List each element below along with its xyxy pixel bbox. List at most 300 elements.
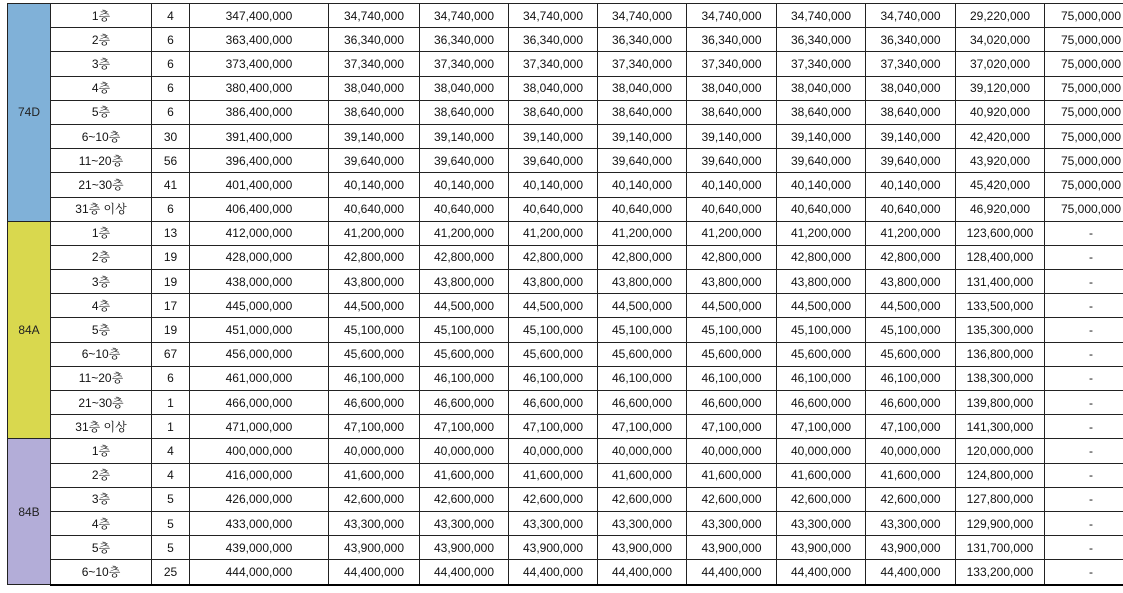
amount-cell: 43,900,000	[687, 536, 777, 560]
amount-cell: 43,300,000	[777, 511, 866, 535]
floor-cell: 1층	[51, 4, 152, 28]
amount-cell: 38,040,000	[329, 76, 420, 100]
amount-cell: 406,400,000	[190, 197, 329, 221]
amount-cell: 123,600,000	[956, 221, 1045, 245]
unit-count-cell: 6	[152, 52, 190, 76]
floor-cell: 11~20층	[51, 366, 152, 390]
price-table	[7, 3, 1123, 586]
amount-cell: 40,640,000	[866, 197, 956, 221]
amount-cell: 439,000,000	[190, 536, 329, 560]
amount-cell: 380,400,000	[190, 76, 329, 100]
price-table-container	[7, 3, 1123, 586]
amount-cell: 47,100,000	[509, 415, 598, 439]
amount-cell: 39,640,000	[687, 149, 777, 173]
amount-cell: 40,140,000	[687, 173, 777, 197]
amount-cell: 37,340,000	[777, 52, 866, 76]
amount-cell: 46,920,000	[956, 197, 1045, 221]
unit-count-cell: 19	[152, 245, 190, 269]
amount-cell: 412,000,000	[190, 221, 329, 245]
amount-cell: 43,900,000	[509, 536, 598, 560]
unit-count-cell: 6	[152, 100, 190, 124]
amount-cell: 34,740,000	[420, 4, 509, 28]
unit-count-cell: 6	[152, 28, 190, 52]
table-row	[8, 28, 1123, 52]
amount-cell: 40,640,000	[509, 197, 598, 221]
unit-count-cell: 56	[152, 149, 190, 173]
amount-cell: 45,600,000	[420, 342, 509, 366]
amount-cell: 42,800,000	[777, 245, 866, 269]
amount-cell: 37,020,000	[956, 52, 1045, 76]
amount-cell: 36,340,000	[687, 28, 777, 52]
table-row	[8, 270, 1123, 294]
unit-count-cell: 6	[152, 197, 190, 221]
table-row	[8, 124, 1123, 148]
amount-cell: 44,500,000	[420, 294, 509, 318]
amount-cell: 135,300,000	[956, 318, 1045, 342]
amount-cell: 438,000,000	[190, 270, 329, 294]
unit-count-cell: 6	[152, 76, 190, 100]
amount-cell: 39,140,000	[598, 124, 687, 148]
amount-cell: 38,640,000	[509, 100, 598, 124]
amount-cell: 41,600,000	[777, 463, 866, 487]
amount-cell: 45,600,000	[598, 342, 687, 366]
amount-cell: 46,600,000	[598, 391, 687, 415]
amount-cell: -	[1045, 391, 1123, 415]
floor-cell: 6~10층	[51, 342, 152, 366]
amount-cell: 42,800,000	[687, 245, 777, 269]
amount-cell: 34,740,000	[777, 4, 866, 28]
amount-cell: 41,200,000	[687, 221, 777, 245]
table-row	[8, 76, 1123, 100]
amount-cell: 391,400,000	[190, 124, 329, 148]
amount-cell: -	[1045, 318, 1123, 342]
amount-cell: 40,000,000	[687, 439, 777, 463]
amount-cell: 45,100,000	[598, 318, 687, 342]
amount-cell: 34,740,000	[509, 4, 598, 28]
floor-cell: 21~30층	[51, 173, 152, 197]
amount-cell: 45,600,000	[329, 342, 420, 366]
amount-cell: 39,140,000	[420, 124, 509, 148]
table-row	[8, 100, 1123, 124]
amount-cell: 42,600,000	[329, 487, 420, 511]
amount-cell: 46,100,000	[420, 366, 509, 390]
amount-cell: 40,640,000	[777, 197, 866, 221]
amount-cell: 45,100,000	[509, 318, 598, 342]
amount-cell: 47,100,000	[777, 415, 866, 439]
amount-cell: 43,900,000	[329, 536, 420, 560]
amount-cell: 34,740,000	[866, 4, 956, 28]
amount-cell: 75,000,000	[1045, 52, 1123, 76]
amount-cell: 41,600,000	[866, 463, 956, 487]
table-row	[8, 439, 1123, 463]
amount-cell: 41,200,000	[866, 221, 956, 245]
amount-cell: 39,640,000	[777, 149, 866, 173]
amount-cell: 43,920,000	[956, 149, 1045, 173]
amount-cell: 39,640,000	[420, 149, 509, 173]
amount-cell: 44,400,000	[598, 560, 687, 585]
amount-cell: 36,340,000	[598, 28, 687, 52]
amount-cell: 46,600,000	[777, 391, 866, 415]
amount-cell: 47,100,000	[329, 415, 420, 439]
amount-cell: 44,500,000	[329, 294, 420, 318]
amount-cell: 37,340,000	[598, 52, 687, 76]
amount-cell: 44,400,000	[866, 560, 956, 585]
amount-cell: 139,800,000	[956, 391, 1045, 415]
unit-count-cell: 25	[152, 560, 190, 585]
amount-cell: 38,040,000	[509, 76, 598, 100]
amount-cell: 42,800,000	[420, 245, 509, 269]
unit-type-cell: 84B	[8, 439, 51, 585]
amount-cell: 39,140,000	[866, 124, 956, 148]
amount-cell: 40,640,000	[329, 197, 420, 221]
floor-cell: 1층	[51, 221, 152, 245]
amount-cell: 373,400,000	[190, 52, 329, 76]
floor-cell: 4층	[51, 294, 152, 318]
amount-cell: 41,200,000	[509, 221, 598, 245]
amount-cell: 38,640,000	[420, 100, 509, 124]
table-row	[8, 294, 1123, 318]
floor-cell: 31층 이상	[51, 415, 152, 439]
amount-cell: -	[1045, 294, 1123, 318]
amount-cell: 34,740,000	[687, 4, 777, 28]
unit-count-cell: 30	[152, 124, 190, 148]
table-row	[8, 173, 1123, 197]
amount-cell: 46,600,000	[420, 391, 509, 415]
amount-cell: 44,500,000	[687, 294, 777, 318]
amount-cell: 39,140,000	[509, 124, 598, 148]
floor-cell: 4층	[51, 511, 152, 535]
amount-cell: 75,000,000	[1045, 76, 1123, 100]
amount-cell: -	[1045, 536, 1123, 560]
amount-cell: -	[1045, 439, 1123, 463]
amount-cell: 38,040,000	[777, 76, 866, 100]
amount-cell: 41,600,000	[509, 463, 598, 487]
unit-count-cell: 5	[152, 511, 190, 535]
amount-cell: 43,800,000	[866, 270, 956, 294]
table-row	[8, 415, 1123, 439]
unit-count-cell: 19	[152, 270, 190, 294]
table-row	[8, 511, 1123, 535]
amount-cell: 41,600,000	[329, 463, 420, 487]
amount-cell: 43,800,000	[420, 270, 509, 294]
unit-count-cell: 6	[152, 366, 190, 390]
amount-cell: 43,300,000	[866, 511, 956, 535]
unit-count-cell: 17	[152, 294, 190, 318]
amount-cell: 75,000,000	[1045, 28, 1123, 52]
amount-cell: 47,100,000	[687, 415, 777, 439]
amount-cell: 46,600,000	[509, 391, 598, 415]
amount-cell: -	[1045, 270, 1123, 294]
amount-cell: 42,600,000	[687, 487, 777, 511]
amount-cell: 45,600,000	[687, 342, 777, 366]
amount-cell: -	[1045, 415, 1123, 439]
floor-cell: 1층	[51, 439, 152, 463]
amount-cell: 44,400,000	[420, 560, 509, 585]
amount-cell: 38,640,000	[329, 100, 420, 124]
amount-cell: 46,100,000	[598, 366, 687, 390]
amount-cell: 44,500,000	[598, 294, 687, 318]
amount-cell: -	[1045, 487, 1123, 511]
amount-cell: 47,100,000	[866, 415, 956, 439]
amount-cell: 46,600,000	[866, 391, 956, 415]
unit-count-cell: 13	[152, 221, 190, 245]
amount-cell: 39,140,000	[777, 124, 866, 148]
amount-cell: 40,140,000	[509, 173, 598, 197]
floor-cell: 4층	[51, 76, 152, 100]
floor-cell: 2층	[51, 463, 152, 487]
amount-cell: 40,920,000	[956, 100, 1045, 124]
unit-count-cell: 5	[152, 536, 190, 560]
amount-cell: 44,500,000	[866, 294, 956, 318]
amount-cell: 40,640,000	[598, 197, 687, 221]
amount-cell: 46,100,000	[777, 366, 866, 390]
amount-cell: 45,100,000	[329, 318, 420, 342]
floor-cell: 3층	[51, 487, 152, 511]
amount-cell: 40,140,000	[866, 173, 956, 197]
amount-cell: -	[1045, 366, 1123, 390]
amount-cell: 40,000,000	[777, 439, 866, 463]
amount-cell: 131,700,000	[956, 536, 1045, 560]
amount-cell: 39,640,000	[509, 149, 598, 173]
amount-cell: 41,600,000	[687, 463, 777, 487]
floor-cell: 31층 이상	[51, 197, 152, 221]
amount-cell: 75,000,000	[1045, 149, 1123, 173]
amount-cell: 45,100,000	[687, 318, 777, 342]
amount-cell: 45,100,000	[420, 318, 509, 342]
amount-cell: 433,000,000	[190, 511, 329, 535]
amount-cell: 39,640,000	[866, 149, 956, 173]
amount-cell: 45,600,000	[777, 342, 866, 366]
amount-cell: 37,340,000	[509, 52, 598, 76]
amount-cell: 40,640,000	[687, 197, 777, 221]
amount-cell: 44,400,000	[329, 560, 420, 585]
amount-cell: 45,100,000	[777, 318, 866, 342]
amount-cell: 40,640,000	[420, 197, 509, 221]
amount-cell: 40,140,000	[420, 173, 509, 197]
amount-cell: 136,800,000	[956, 342, 1045, 366]
amount-cell: 34,740,000	[598, 4, 687, 28]
amount-cell: 347,400,000	[190, 4, 329, 28]
amount-cell: 41,200,000	[420, 221, 509, 245]
amount-cell: 38,640,000	[777, 100, 866, 124]
amount-cell: 456,000,000	[190, 342, 329, 366]
amount-cell: 471,000,000	[190, 415, 329, 439]
price-table-body	[8, 4, 1123, 585]
amount-cell: 75,000,000	[1045, 173, 1123, 197]
amount-cell: 46,100,000	[687, 366, 777, 390]
amount-cell: 451,000,000	[190, 318, 329, 342]
amount-cell: 40,000,000	[866, 439, 956, 463]
amount-cell: 39,640,000	[598, 149, 687, 173]
amount-cell: 40,000,000	[509, 439, 598, 463]
amount-cell: 401,400,000	[190, 173, 329, 197]
table-row	[8, 197, 1123, 221]
table-row	[8, 391, 1123, 415]
unit-count-cell: 41	[152, 173, 190, 197]
amount-cell: 37,340,000	[420, 52, 509, 76]
amount-cell: 40,140,000	[598, 173, 687, 197]
amount-cell: 44,400,000	[777, 560, 866, 585]
amount-cell: 37,340,000	[329, 52, 420, 76]
floor-cell: 5층	[51, 100, 152, 124]
amount-cell: 46,600,000	[329, 391, 420, 415]
amount-cell: 41,600,000	[598, 463, 687, 487]
amount-cell: 38,640,000	[598, 100, 687, 124]
floor-cell: 3층	[51, 270, 152, 294]
amount-cell: 43,800,000	[329, 270, 420, 294]
amount-cell: 128,400,000	[956, 245, 1045, 269]
table-row	[8, 366, 1123, 390]
amount-cell: 42,600,000	[509, 487, 598, 511]
unit-count-cell: 1	[152, 415, 190, 439]
unit-count-cell: 67	[152, 342, 190, 366]
floor-cell: 2층	[51, 245, 152, 269]
amount-cell: 41,600,000	[420, 463, 509, 487]
amount-cell: 40,000,000	[420, 439, 509, 463]
amount-cell: -	[1045, 560, 1123, 585]
table-row	[8, 560, 1123, 585]
amount-cell: 363,400,000	[190, 28, 329, 52]
amount-cell: -	[1045, 245, 1123, 269]
table-row	[8, 4, 1123, 28]
table-row	[8, 487, 1123, 511]
unit-count-cell: 4	[152, 4, 190, 28]
amount-cell: 46,100,000	[509, 366, 598, 390]
amount-cell: 39,640,000	[329, 149, 420, 173]
amount-cell: 44,500,000	[777, 294, 866, 318]
amount-cell: 466,000,000	[190, 391, 329, 415]
amount-cell: 445,000,000	[190, 294, 329, 318]
floor-cell: 6~10층	[51, 560, 152, 585]
amount-cell: 46,600,000	[687, 391, 777, 415]
amount-cell: 416,000,000	[190, 463, 329, 487]
amount-cell: 46,100,000	[329, 366, 420, 390]
amount-cell: 45,600,000	[866, 342, 956, 366]
amount-cell: 47,100,000	[420, 415, 509, 439]
unit-count-cell: 4	[152, 463, 190, 487]
amount-cell: 38,640,000	[866, 100, 956, 124]
amount-cell: 47,100,000	[598, 415, 687, 439]
amount-cell: 120,000,000	[956, 439, 1045, 463]
amount-cell: -	[1045, 221, 1123, 245]
amount-cell: 40,000,000	[598, 439, 687, 463]
amount-cell: 36,340,000	[509, 28, 598, 52]
amount-cell: 40,140,000	[777, 173, 866, 197]
amount-cell: 141,300,000	[956, 415, 1045, 439]
amount-cell: 43,900,000	[777, 536, 866, 560]
amount-cell: 43,900,000	[598, 536, 687, 560]
amount-cell: 38,040,000	[687, 76, 777, 100]
amount-cell: 39,140,000	[687, 124, 777, 148]
amount-cell: 444,000,000	[190, 560, 329, 585]
amount-cell: 36,340,000	[777, 28, 866, 52]
amount-cell: 41,200,000	[777, 221, 866, 245]
amount-cell: 29,220,000	[956, 4, 1045, 28]
amount-cell: 400,000,000	[190, 439, 329, 463]
amount-cell: 131,400,000	[956, 270, 1045, 294]
amount-cell: 38,040,000	[866, 76, 956, 100]
amount-cell: 42,420,000	[956, 124, 1045, 148]
floor-cell: 11~20층	[51, 149, 152, 173]
amount-cell: 45,100,000	[866, 318, 956, 342]
floor-cell: 5층	[51, 536, 152, 560]
amount-cell: 44,500,000	[509, 294, 598, 318]
amount-cell: 36,340,000	[329, 28, 420, 52]
amount-cell: 45,600,000	[509, 342, 598, 366]
amount-cell: 36,340,000	[420, 28, 509, 52]
amount-cell: 124,800,000	[956, 463, 1045, 487]
amount-cell: 75,000,000	[1045, 197, 1123, 221]
table-row	[8, 149, 1123, 173]
amount-cell: 129,900,000	[956, 511, 1045, 535]
amount-cell: 43,300,000	[598, 511, 687, 535]
amount-cell: 138,300,000	[956, 366, 1045, 390]
amount-cell: 43,900,000	[420, 536, 509, 560]
amount-cell: 396,400,000	[190, 149, 329, 173]
amount-cell: 426,000,000	[190, 487, 329, 511]
table-row	[8, 245, 1123, 269]
amount-cell: 43,800,000	[777, 270, 866, 294]
amount-cell: 42,800,000	[329, 245, 420, 269]
amount-cell: 38,040,000	[598, 76, 687, 100]
amount-cell: 44,400,000	[687, 560, 777, 585]
amount-cell: 75,000,000	[1045, 4, 1123, 28]
floor-cell: 2층	[51, 28, 152, 52]
amount-cell: 42,600,000	[420, 487, 509, 511]
amount-cell: 133,200,000	[956, 560, 1045, 585]
unit-count-cell: 5	[152, 487, 190, 511]
amount-cell: 42,600,000	[777, 487, 866, 511]
amount-cell: 37,340,000	[687, 52, 777, 76]
amount-cell: 34,020,000	[956, 28, 1045, 52]
table-row	[8, 536, 1123, 560]
amount-cell: -	[1045, 463, 1123, 487]
amount-cell: 40,140,000	[329, 173, 420, 197]
amount-cell: 75,000,000	[1045, 124, 1123, 148]
amount-cell: 75,000,000	[1045, 100, 1123, 124]
amount-cell: 43,800,000	[598, 270, 687, 294]
amount-cell: -	[1045, 511, 1123, 535]
unit-type-cell: 84A	[8, 221, 51, 439]
table-row	[8, 463, 1123, 487]
amount-cell: 38,640,000	[687, 100, 777, 124]
table-row	[8, 52, 1123, 76]
amount-cell: 42,600,000	[598, 487, 687, 511]
amount-cell: 43,300,000	[687, 511, 777, 535]
table-row	[8, 318, 1123, 342]
floor-cell: 21~30층	[51, 391, 152, 415]
amount-cell: 37,340,000	[866, 52, 956, 76]
unit-type-cell: 74D	[8, 4, 51, 222]
floor-cell: 3층	[51, 52, 152, 76]
table-row	[8, 342, 1123, 366]
amount-cell: 43,800,000	[687, 270, 777, 294]
amount-cell: 127,800,000	[956, 487, 1045, 511]
amount-cell: 39,140,000	[329, 124, 420, 148]
unit-count-cell: 4	[152, 439, 190, 463]
amount-cell: 36,340,000	[866, 28, 956, 52]
unit-count-cell: 19	[152, 318, 190, 342]
amount-cell: 43,900,000	[866, 536, 956, 560]
amount-cell: 43,300,000	[420, 511, 509, 535]
amount-cell: 40,000,000	[329, 439, 420, 463]
amount-cell: 38,040,000	[420, 76, 509, 100]
amount-cell: 428,000,000	[190, 245, 329, 269]
amount-cell: 45,420,000	[956, 173, 1045, 197]
amount-cell: 39,120,000	[956, 76, 1045, 100]
amount-cell: 41,200,000	[598, 221, 687, 245]
unit-count-cell: 1	[152, 391, 190, 415]
